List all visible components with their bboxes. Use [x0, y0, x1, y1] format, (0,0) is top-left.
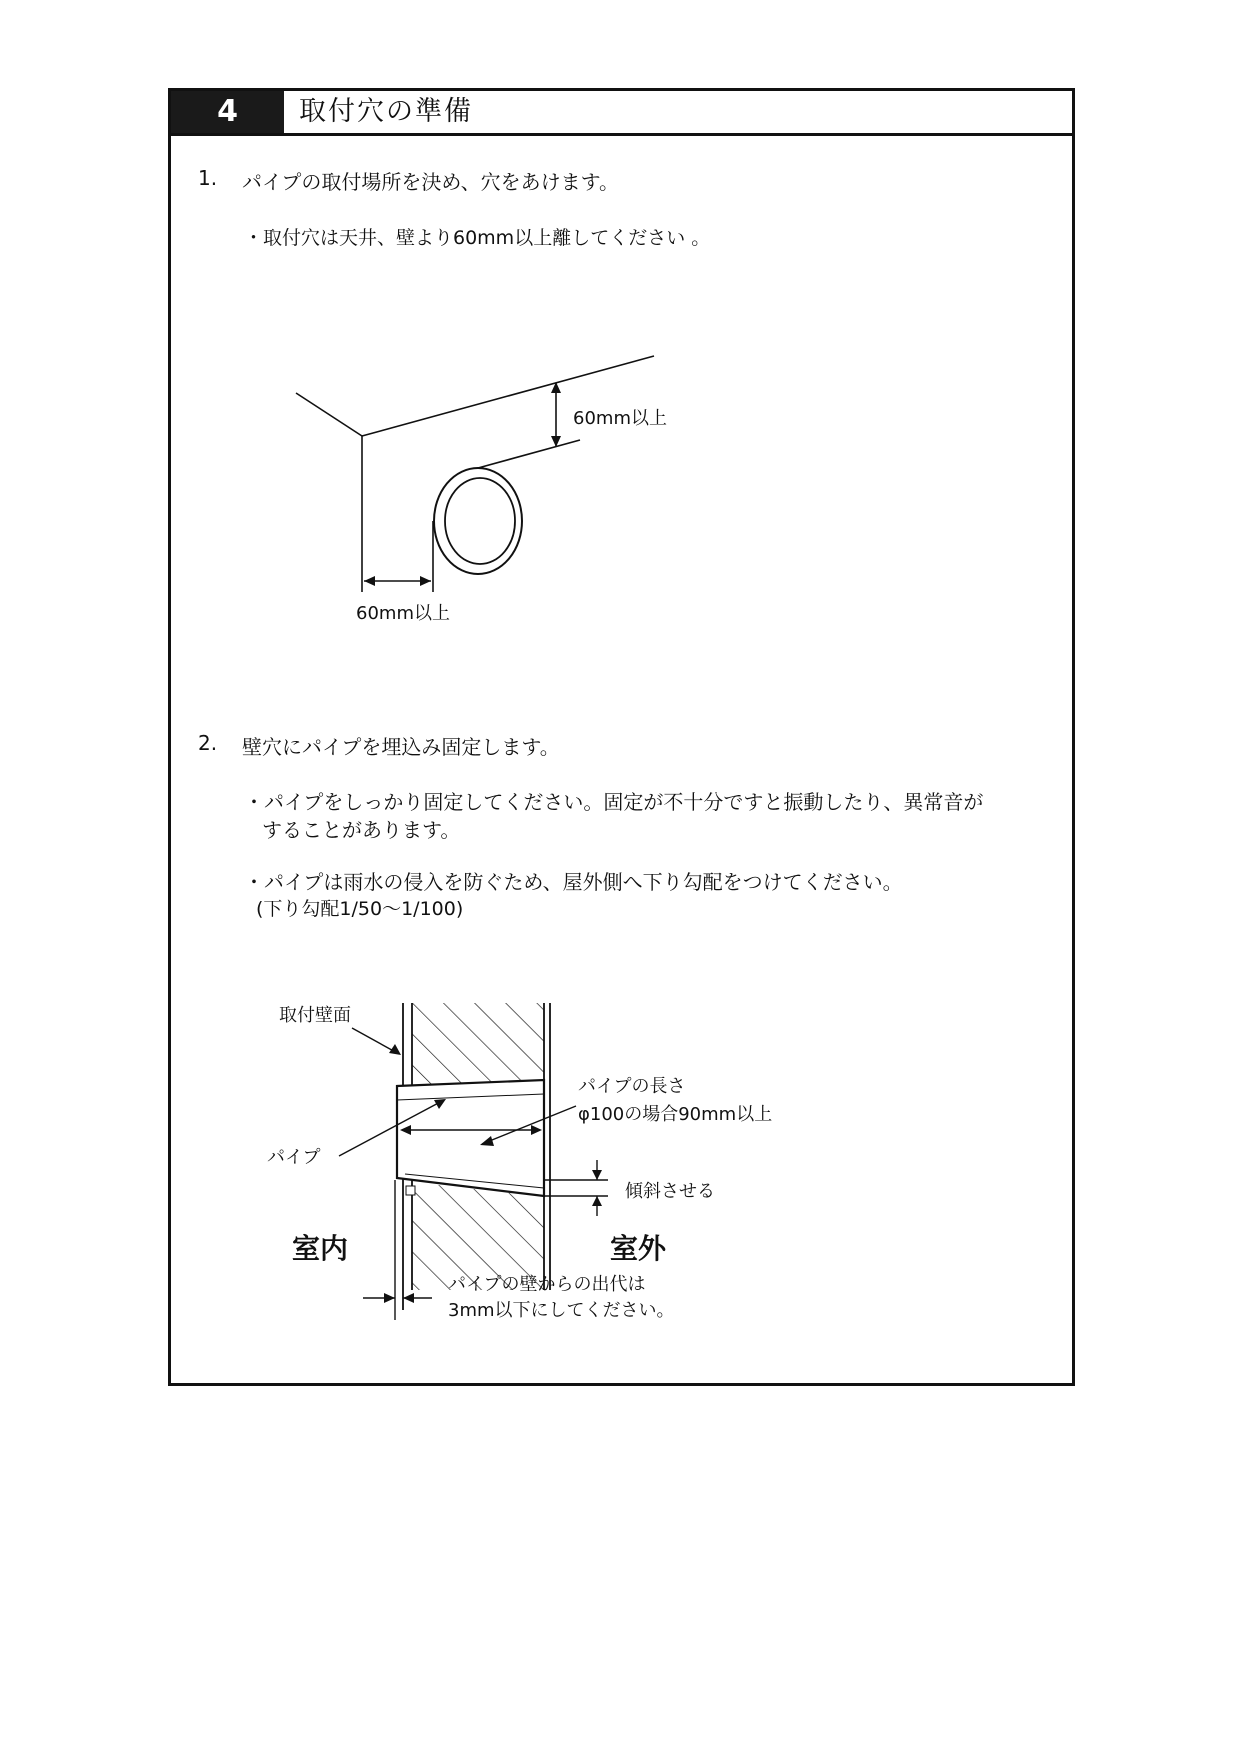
- section-title: 取付穴の準備: [299, 96, 473, 127]
- step1-text: パイプの取付場所を決め、穴をあけます。: [242, 170, 619, 194]
- wall-surface-label: 取付壁面: [279, 1005, 351, 1026]
- step2-note2-line2: (下り勾配1/50～1/100): [256, 898, 464, 920]
- step2-text: 壁穴にパイプを埋込み固定します。: [242, 735, 560, 759]
- section-number: 4: [171, 91, 284, 133]
- protrusion-arrow-right: [403, 1293, 414, 1303]
- step2-number: 2.: [198, 731, 218, 755]
- tilt-arrow-bottom: [592, 1196, 602, 1206]
- pipe-label: パイプ: [267, 1147, 321, 1168]
- tilt-arrow-top: [592, 1170, 602, 1180]
- top-clearance-label: 60mm以上: [573, 408, 667, 429]
- step2-note2-line1: ・パイプは雨水の侵入を防ぐため、屋外側へ下り勾配をつけてください。: [244, 870, 903, 894]
- side-clearance-label: 60mm以上: [356, 603, 450, 624]
- pipe-section: [397, 1080, 544, 1196]
- indoor-label: 室内: [292, 1232, 349, 1265]
- outdoor-label: 室外: [610, 1232, 667, 1265]
- pipe-length-label: パイプの長さ: [578, 1076, 686, 1097]
- pipe-length-detail-label: φ100の場合90mm以上: [578, 1104, 773, 1125]
- protrusion-note-line2: 3mm以下にしてください。: [448, 1300, 675, 1321]
- step1-number: 1.: [198, 166, 218, 190]
- step2-note1-line1: ・パイプをしっかり固定してください。固定が不十分ですと振動したり、異常音が: [244, 790, 984, 814]
- step2-note1-line2: することがあります。: [262, 818, 461, 842]
- protrusion-dimension: [363, 1293, 432, 1303]
- protrusion-note-line1: パイプの壁からの出代は: [448, 1274, 646, 1295]
- protrusion-arrow-left: [384, 1293, 395, 1303]
- pipe-stopper: [406, 1186, 415, 1195]
- tilt-indicator: [544, 1160, 608, 1216]
- step1-note: ・取付穴は天井、壁より60mm以上離してください 。: [244, 227, 711, 249]
- tilt-label: 傾斜させる: [625, 1181, 715, 1202]
